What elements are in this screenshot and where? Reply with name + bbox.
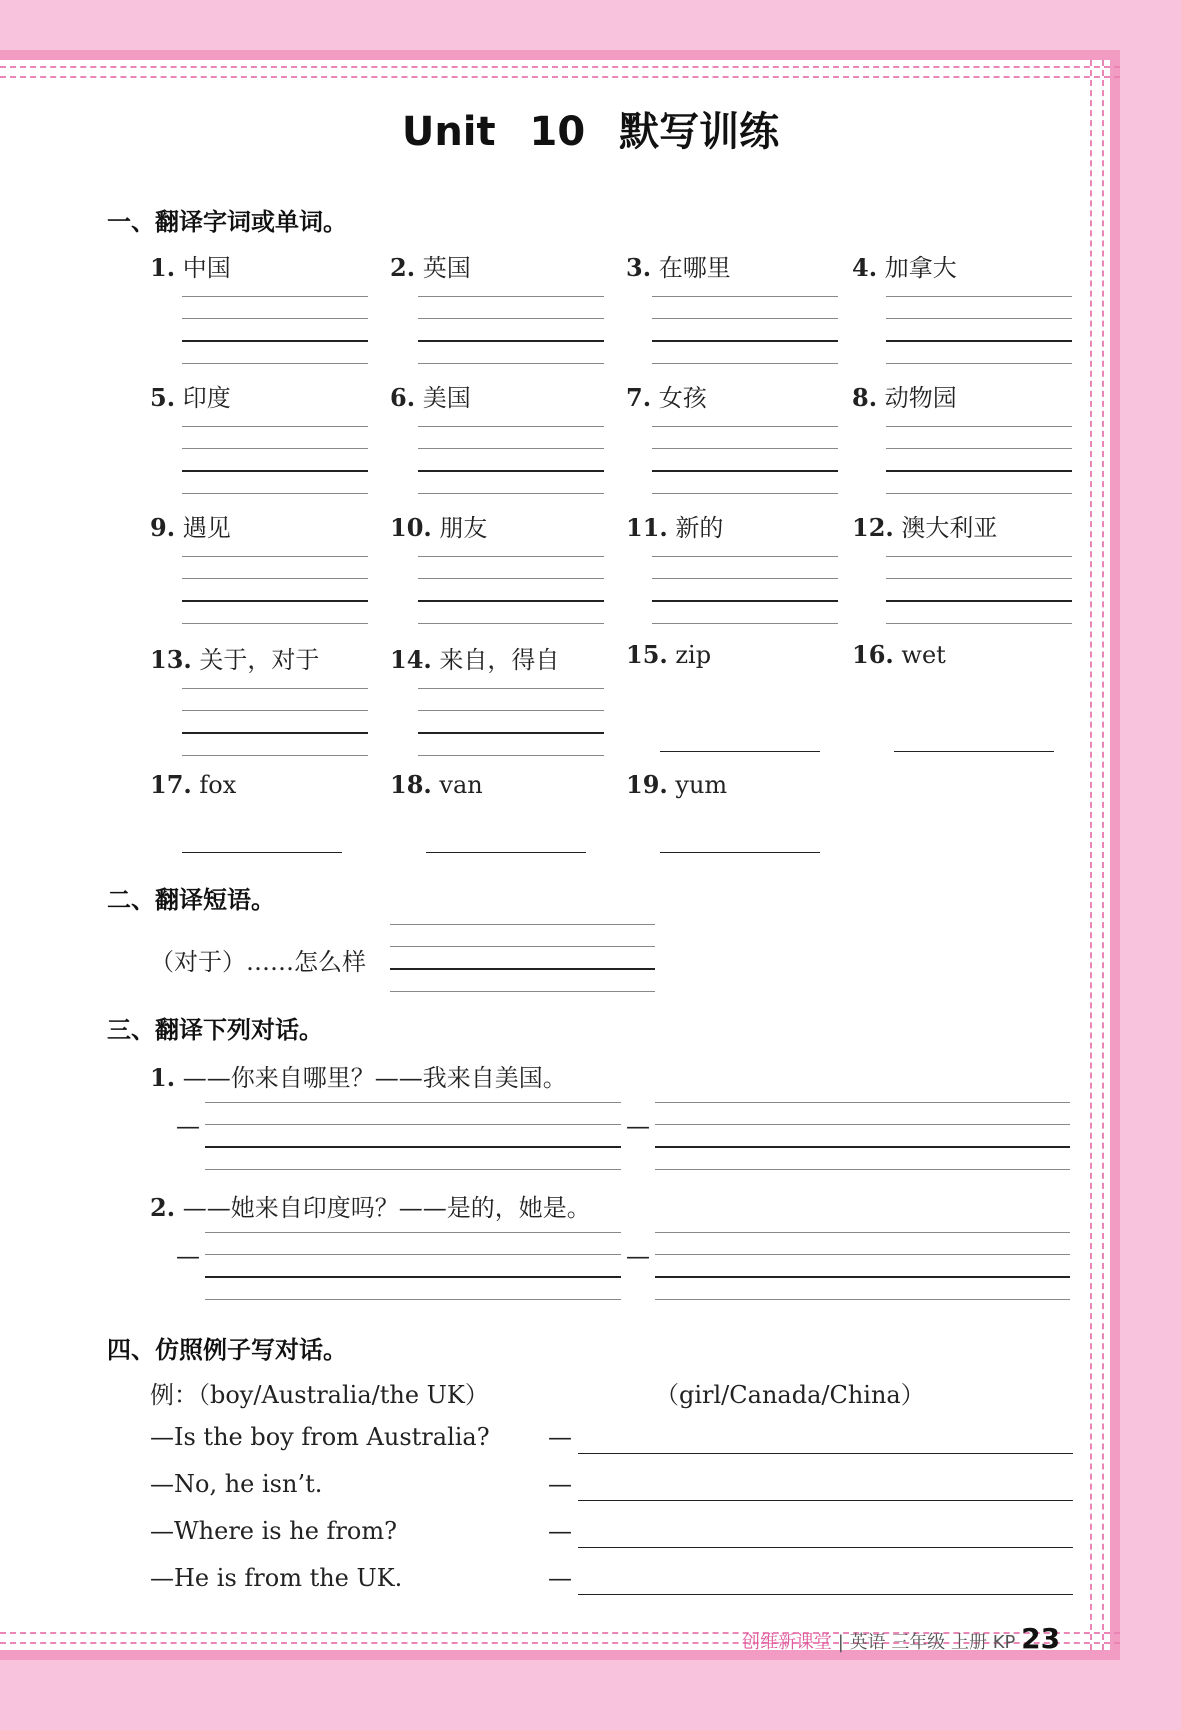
word-answer-lines[interactable]	[652, 296, 838, 385]
word-item-number: 16.	[852, 640, 894, 669]
word-answer-lines[interactable]	[886, 426, 1072, 515]
footer-separator: |	[837, 1632, 844, 1653]
word-item	[150, 378, 231, 413]
word-item-number: 18.	[390, 770, 432, 799]
dialogue-1-answer-b[interactable]	[655, 1102, 1070, 1191]
dialogue-number: 1.	[150, 1063, 176, 1092]
word-item-text: 朋友	[439, 514, 488, 542]
dialogue-prompt-2	[150, 1188, 591, 1223]
word-item-number: 13.	[150, 645, 192, 674]
word-item-number: 8.	[852, 383, 878, 412]
page-number: 23	[1021, 1622, 1061, 1655]
dash: —	[176, 1242, 200, 1270]
word-item-number: 15.	[626, 640, 668, 669]
word-item-text: fox	[199, 771, 237, 799]
word-answer-line[interactable]	[426, 852, 586, 853]
word-answer-lines[interactable]	[182, 426, 368, 515]
word-item-text: zip	[675, 641, 712, 669]
word-item	[852, 508, 997, 543]
dialogue-text: ——你来自哪里？——我来自美国。	[182, 1064, 567, 1092]
word-item-number: 12.	[852, 513, 894, 542]
word-item	[150, 508, 231, 543]
word-item-number: 5.	[150, 383, 176, 412]
example-line-3: —Where is he from?	[150, 1517, 397, 1545]
word-item-number: 6.	[390, 383, 416, 412]
word-item	[626, 640, 711, 669]
word-item	[390, 640, 559, 675]
dash: —	[548, 1423, 572, 1451]
word-item	[150, 770, 236, 799]
dialogue-2-answer-b[interactable]	[655, 1232, 1070, 1321]
word-item	[626, 770, 727, 799]
dash: —	[548, 1470, 572, 1498]
dash: —	[548, 1564, 572, 1592]
word-item	[390, 378, 471, 413]
section4-heading: 四、仿照例子写对话。	[107, 1336, 347, 1364]
dialogue-2-answer-a[interactable]	[205, 1232, 621, 1321]
word-item-number: 2.	[390, 253, 416, 282]
word-item-number: 9.	[150, 513, 176, 542]
word-item-text: 印度	[182, 384, 231, 412]
word-item-text: 美国	[422, 384, 471, 412]
word-item	[150, 248, 231, 283]
word-answer-line[interactable]	[660, 751, 820, 752]
word-item-text: van	[439, 771, 483, 799]
word-answer-line[interactable]	[182, 852, 342, 853]
section3-heading: 三、翻译下列对话。	[107, 1016, 323, 1044]
word-answer-line[interactable]	[660, 852, 820, 853]
dialogue-text: ——她来自印度吗？——是的，她是。	[182, 1194, 591, 1222]
word-item-number: 1.	[150, 253, 176, 282]
word-item	[852, 640, 946, 669]
word-item-text: 来自，得自	[439, 646, 560, 674]
answer-line-2[interactable]	[578, 1500, 1073, 1501]
word-answer-lines[interactable]	[418, 688, 604, 777]
word-item-text: 中国	[182, 254, 231, 282]
word-item-text: yum	[675, 771, 728, 799]
word-item-number: 3.	[626, 253, 652, 282]
word-item-text: 动物园	[884, 384, 957, 412]
word-item	[150, 640, 319, 675]
word-item-number: 11.	[626, 513, 668, 542]
word-answer-lines[interactable]	[418, 556, 604, 645]
word-item	[852, 248, 957, 283]
answer-line-1[interactable]	[578, 1453, 1073, 1454]
answer-line-4[interactable]	[578, 1594, 1073, 1595]
word-item	[626, 508, 723, 543]
word-answer-lines[interactable]	[182, 556, 368, 645]
word-item-number: 17.	[150, 770, 192, 799]
word-item	[390, 248, 471, 283]
footer-info: 英语 三年级 上册 KP	[849, 1632, 1016, 1653]
word-item-number: 10.	[390, 513, 432, 542]
word-item	[626, 378, 707, 413]
word-answer-lines[interactable]	[652, 556, 838, 645]
word-item-text: 新的	[675, 514, 724, 542]
dash: —	[626, 1112, 650, 1140]
word-answer-lines[interactable]	[886, 556, 1072, 645]
page-title: Unit 10 默写训练	[401, 109, 780, 155]
word-answer-line[interactable]	[894, 751, 1054, 752]
section2-heading: 二、翻译短语。	[107, 886, 275, 914]
word-item	[390, 770, 483, 799]
phrase-prompt: （对于）……怎么样	[150, 948, 366, 976]
example-label: 例：（boy/Australia/the UK）	[150, 1381, 489, 1409]
footer-brand: 创维新课堂	[742, 1632, 832, 1653]
word-item	[390, 508, 487, 543]
worksheet-page	[0, 50, 1120, 1660]
word-answer-lines[interactable]	[652, 426, 838, 515]
word-item-number: 19.	[626, 770, 668, 799]
example-line-2: —No, he isn’t.	[150, 1470, 323, 1498]
dialogue-prompt-1	[150, 1058, 567, 1093]
example-line-4: —He is from the UK.	[150, 1564, 403, 1592]
word-item-text: 澳大利亚	[901, 514, 998, 542]
section1-heading: 一、翻译字词或单词。	[107, 208, 347, 236]
word-item-text: 遇见	[182, 514, 231, 542]
word-item-number: 4.	[852, 253, 878, 282]
word-item-text: 在哪里	[658, 254, 731, 282]
word-item-text: 关于，对于	[199, 646, 320, 674]
word-item-text: wet	[901, 641, 946, 669]
word-answer-lines[interactable]	[182, 688, 368, 777]
word-item-text: 加拿大	[884, 254, 957, 282]
phrase-answer-lines[interactable]	[390, 924, 655, 1013]
word-answer-lines[interactable]	[418, 426, 604, 515]
word-item-text: 英国	[422, 254, 471, 282]
word-item-number: 7.	[626, 383, 652, 412]
word-item-number: 14.	[390, 645, 432, 674]
word-item-text: 女孩	[658, 384, 707, 412]
task-label: （girl/Canada/China）	[655, 1381, 925, 1409]
word-answer-lines[interactable]	[418, 296, 604, 385]
word-answer-lines[interactable]	[886, 296, 1072, 385]
dialogue-number: 2.	[150, 1193, 176, 1222]
answer-line-3[interactable]	[578, 1547, 1073, 1548]
decorative-border	[1090, 60, 1104, 1650]
dash: —	[176, 1112, 200, 1140]
example-line-1: —Is the boy from Australia?	[150, 1423, 490, 1451]
dash: —	[548, 1517, 572, 1545]
word-item	[626, 248, 731, 283]
word-item	[852, 378, 957, 413]
word-answer-lines[interactable]	[182, 296, 368, 385]
page-footer	[742, 1622, 1060, 1655]
dialogue-1-answer-a[interactable]	[205, 1102, 621, 1191]
dash: —	[626, 1242, 650, 1270]
